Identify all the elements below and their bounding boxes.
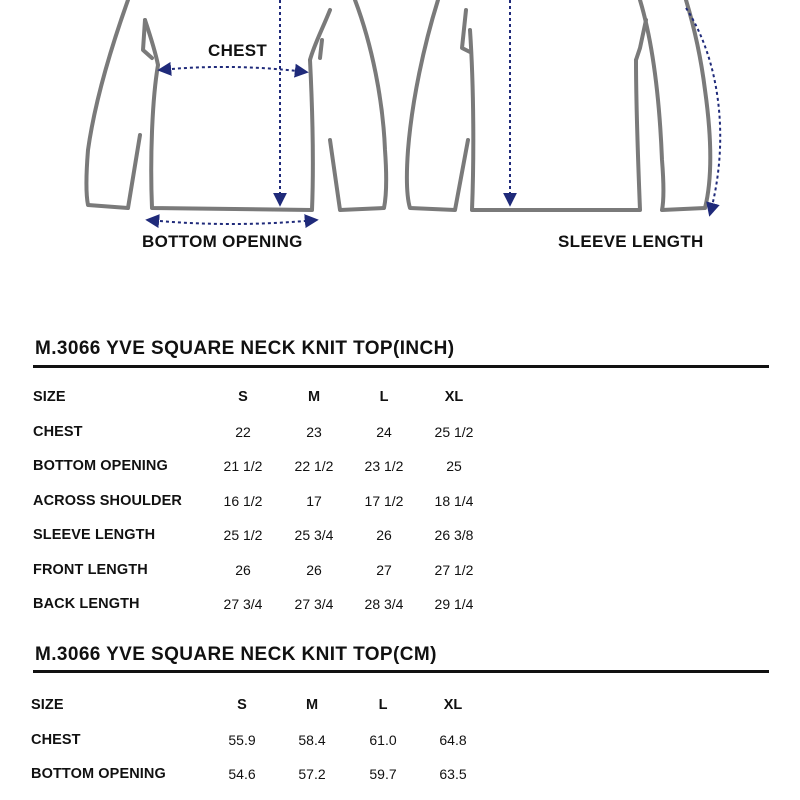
inch-table-title: M.3066 YVE SQUARE NECK KNIT TOP(INCH) (35, 338, 455, 359)
size-header-l: L (379, 389, 389, 405)
cell-value: 61.0 (369, 731, 397, 748)
cell-value: 55.9 (228, 731, 256, 748)
size-header-s: S (238, 389, 248, 405)
inch-size-table (0, 387, 800, 629)
cell-value: 23 1/2 (364, 458, 404, 474)
cell-value: 26 (235, 561, 251, 578)
cell-value: 27 1/2 (434, 561, 474, 578)
cell-value: 29 1/4 (434, 596, 474, 612)
cell-value: 64.8 (439, 731, 467, 748)
cell-value: 26 (306, 561, 322, 578)
size-header-label: SIZE (31, 697, 64, 713)
cm-table-divider (33, 670, 769, 673)
cell-value: 63.5 (439, 766, 467, 782)
size-header-l: L (378, 697, 388, 713)
cell-value: 59.7 (369, 766, 397, 782)
cell-value: 25 3/4 (294, 527, 334, 543)
row-label: ACROSS SHOULDER (33, 492, 182, 509)
cell-value: 17 1/2 (364, 492, 404, 509)
size-header-xl: XL (444, 389, 464, 405)
size-header-xl: XL (443, 697, 463, 713)
cell-value: 23 (306, 423, 322, 440)
cell-value: 25 1/2 (223, 527, 263, 543)
size-header-m: M (305, 697, 319, 713)
table-row (0, 422, 800, 457)
cell-value: 22 1/2 (294, 458, 334, 474)
cell-value: 27 3/4 (294, 596, 334, 612)
row-label: CHEST (31, 731, 81, 748)
row-label: BACK LENGTH (33, 596, 140, 612)
row-label: CHEST (33, 423, 83, 440)
cell-value: 58.4 (298, 731, 326, 748)
cell-value: 26 3/8 (434, 527, 474, 543)
cell-value: 18 1/4 (434, 492, 474, 509)
back-garment-outline (407, 0, 710, 210)
cell-value: 26 (376, 527, 392, 543)
table-row (0, 594, 800, 629)
table-row (0, 764, 800, 799)
cell-value: 27 (376, 561, 392, 578)
cell-value: 27 3/4 (223, 596, 263, 612)
table-row (0, 456, 800, 491)
cell-value: 24 (376, 423, 392, 440)
cell-value: 21 1/2 (223, 458, 263, 474)
row-label: SLEEVE LENGTH (33, 527, 156, 543)
table-header-row (0, 387, 800, 422)
cell-value: 17 (306, 492, 322, 509)
table-row (0, 560, 800, 595)
cell-value: 16 1/2 (223, 492, 263, 509)
row-label: FRONT LENGTH (33, 561, 148, 578)
size-header-m: M (307, 389, 321, 405)
sleeve-length-label: SLEEVE LENGTH (558, 232, 704, 251)
front-garment-outline (87, 0, 387, 210)
size-header-label: SIZE (33, 389, 66, 405)
table-row (0, 491, 800, 526)
bottom-opening-label: BOTTOM OPENING (142, 232, 303, 251)
size-header-s: S (237, 697, 247, 713)
row-label: BOTTOM OPENING (31, 766, 166, 782)
inch-table-divider (33, 365, 769, 368)
garment-measurement-diagram (0, 0, 800, 265)
table-header-row (0, 695, 800, 730)
cell-value: 54.6 (228, 766, 256, 782)
chest-measure-arrow (160, 67, 306, 72)
cm-size-table (0, 695, 800, 799)
cell-value: 25 (446, 458, 462, 474)
table-row (0, 525, 800, 560)
sleeve-length-arrow (686, 8, 720, 214)
cm-table-title: M.3066 YVE SQUARE NECK KNIT TOP(CM) (35, 644, 437, 665)
cell-value: 28 3/4 (364, 596, 404, 612)
cell-value: 57.2 (298, 766, 326, 782)
cell-value: 22 (235, 423, 251, 440)
chest-label: CHEST (208, 41, 268, 60)
table-row (0, 730, 800, 765)
cell-value: 25 1/2 (434, 423, 474, 440)
row-label: BOTTOM OPENING (33, 458, 168, 474)
bottom-opening-arrow (148, 220, 316, 224)
